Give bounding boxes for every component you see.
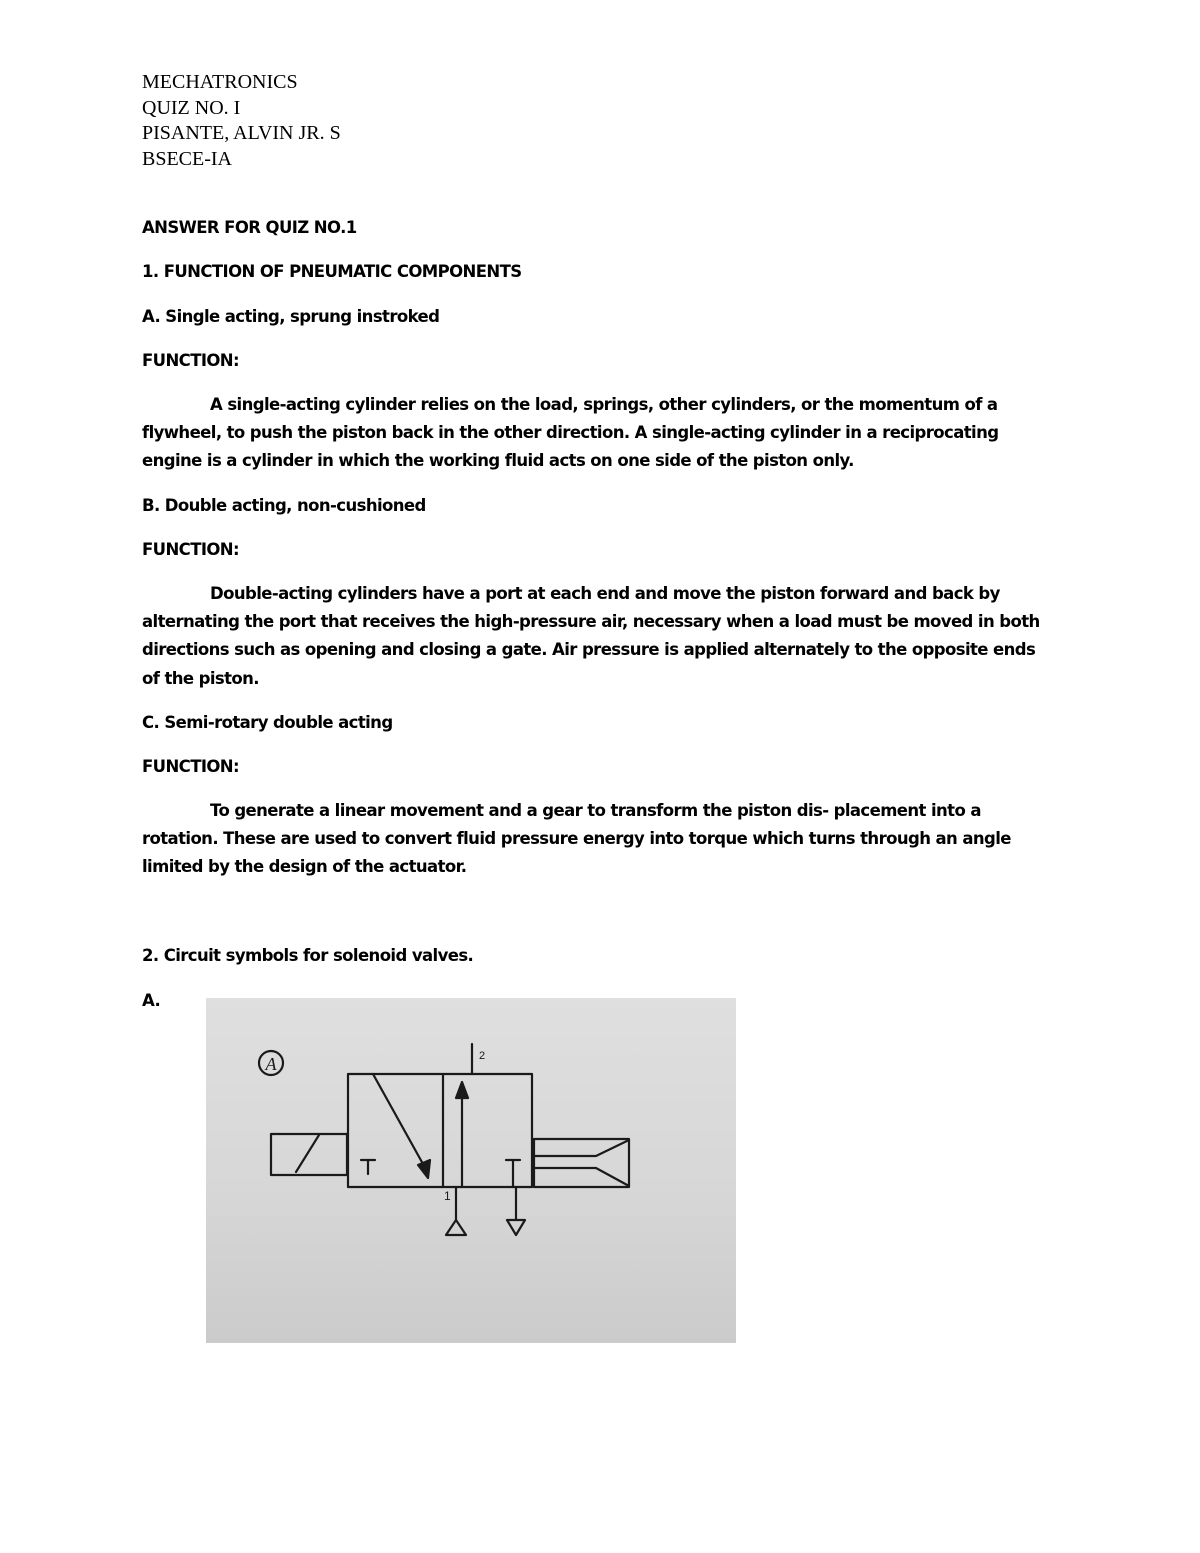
section1-title: 1. FUNCTION OF PNEUMATIC COMPONENTS — [142, 262, 522, 281]
flow-diagonal-line — [373, 1074, 428, 1173]
student-section: BSECE-IA — [142, 147, 232, 170]
item-b-function-text — [142, 580, 1072, 693]
section2-item-a-label: A. — [142, 991, 161, 1010]
solenoid-actuator-box — [271, 1134, 347, 1175]
spring-lower-line — [534, 1168, 629, 1186]
item-b-line-1: Double-acting cylinders have a port at each end and move the piston forward and back by — [210, 584, 1000, 603]
item-c-line-1: To generate a linear movement and a gear to transform the piston dis- placement into a — [210, 801, 981, 820]
solenoid-coil-line — [296, 1135, 319, 1172]
solenoid-valve-symbol — [206, 998, 736, 1343]
item-b-line-3: directions such as opening and closing a gate. Air pressure is applied alternately to the opposite ends — [142, 640, 1036, 660]
item-c-function-text — [142, 797, 1072, 882]
item-a-label: A. Single acting, sprung instroked — [142, 307, 440, 326]
item-a-line-1: A single-acting cylinder relies on the load, springs, other cylinders, or the momentum of a — [210, 395, 998, 414]
flow-diagonal-arrowhead — [418, 1160, 430, 1178]
item-c-line-2: rotation. These are used to convert fluid pressure energy into torque which turns through an angle — [142, 829, 1011, 849]
item-a-line-3: engine is a cylinder in which the working fluid acts on one side of the piston only. — [142, 451, 854, 471]
item-b-line-4: of the piston. — [142, 668, 259, 688]
valve-body — [348, 1074, 532, 1187]
student-name: PISANTE, ALVIN JR. S — [142, 122, 341, 144]
pressure-source-triangle — [446, 1220, 466, 1235]
item-a-function-label: FUNCTION: — [142, 351, 240, 370]
solenoid-valve-sketch-photo — [206, 998, 736, 1343]
item-c-label: C. Semi-rotary double acting — [142, 713, 393, 732]
flow-vertical-arrowhead — [456, 1082, 468, 1098]
item-a-function-text — [142, 391, 1072, 476]
exhaust-triangle — [507, 1220, 525, 1235]
item-c-function-label: FUNCTION: — [142, 757, 240, 776]
port-1-label: 1 — [444, 1189, 451, 1203]
section2-title: 2. Circuit symbols for solenoid valves. — [142, 946, 474, 965]
item-b-label: B. Double acting, non-cushioned — [142, 496, 426, 515]
spring-upper-line — [534, 1140, 629, 1156]
circle-label-text: A — [265, 1054, 277, 1074]
document-header — [142, 70, 341, 172]
course-name: MECHATRONICS — [142, 71, 298, 93]
item-b-line-2: alternating the port that receives the high-pressure air, necessary when a load must be moved in both — [142, 612, 1040, 632]
item-a-line-2: flywheel, to push the piston back in the other direction. A single-acting cylinder in a reciprocating — [142, 423, 999, 443]
answer-title: ANSWER FOR QUIZ NO.1 — [142, 218, 357, 237]
item-b-function-label: FUNCTION: — [142, 540, 240, 559]
quiz-number: QUIZ NO. I — [142, 96, 241, 119]
port-2-label: 2 — [479, 1050, 486, 1062]
item-c-line-3: limited by the design of the actuator. — [142, 857, 467, 877]
